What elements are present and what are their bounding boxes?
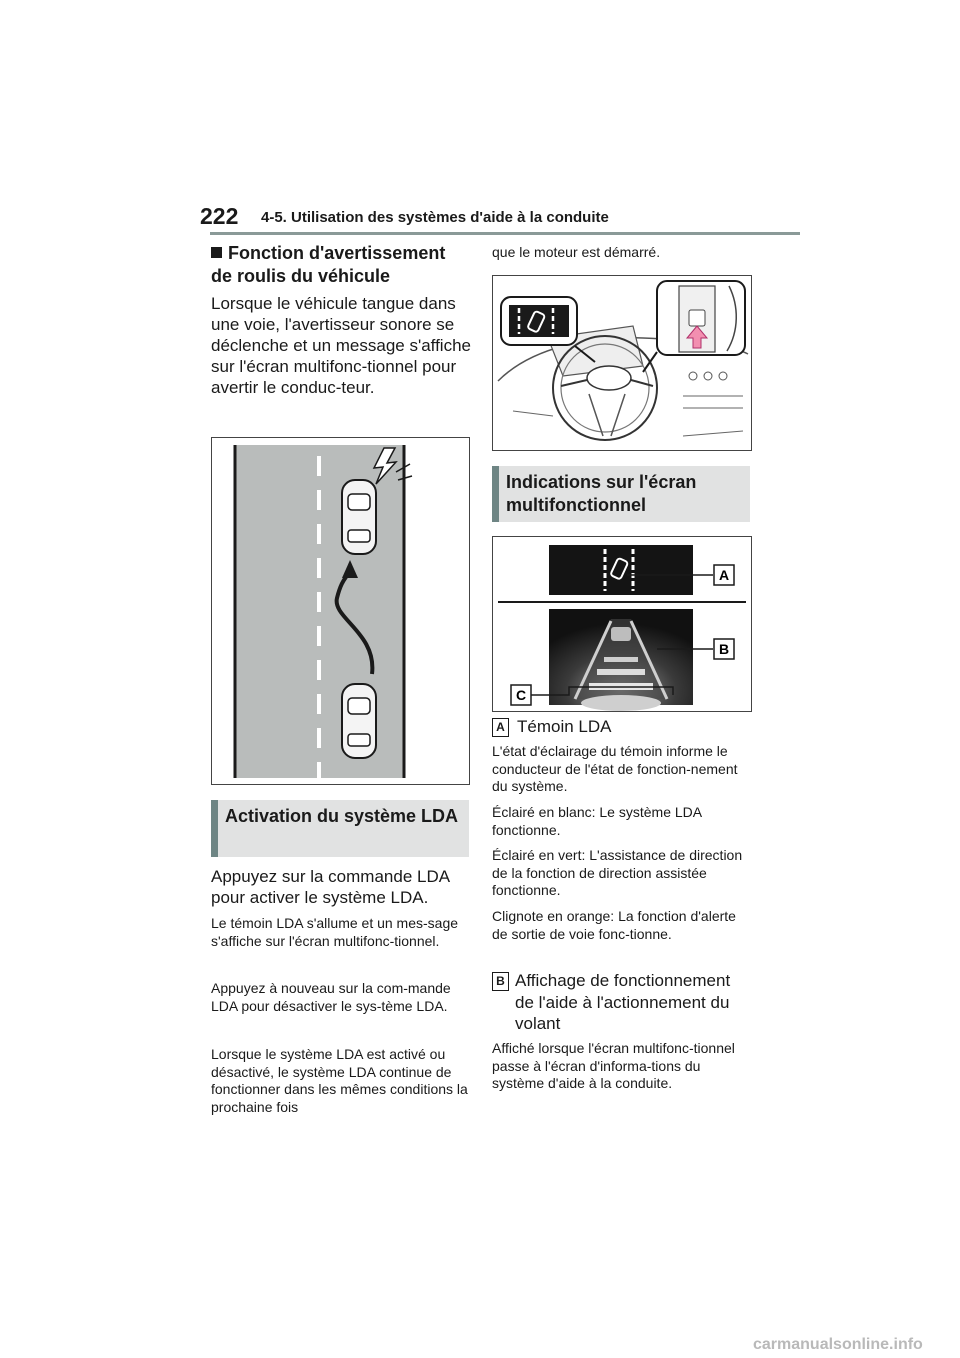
page-number: 222 — [200, 203, 239, 229]
header-divider — [210, 232, 800, 235]
callout-b: B — [718, 641, 730, 657]
activation-note-1: Le témoin LDA s'allume et un mes-sage s'affiche sur l'écran multifonc-tionnel. — [211, 915, 459, 949]
item-a-white: Éclairé en blanc: Le système LDA fonctionne. — [492, 804, 702, 838]
item-a-green: Éclairé en vert: L'assistance de direction de la fonction de direction assistée fonctionne. — [492, 847, 743, 898]
callout-c: C — [515, 687, 527, 703]
item-a-title: A Témoin LDA — [492, 717, 752, 737]
activation-note-2: Appuyez à nouveau sur la com-mande LDA pour désactiver le sys-tème LDA. — [211, 980, 451, 1014]
heading-indications: Indications sur l'écran multifonctionnel — [492, 466, 750, 522]
label-a-badge: A — [492, 718, 509, 737]
figure-lda-switch — [492, 275, 752, 451]
footer-watermark: carmanualsonline.info — [753, 1336, 923, 1353]
car-bottom-icon — [342, 684, 376, 758]
bullet-square-icon — [211, 247, 222, 258]
figure-multi-display — [492, 536, 752, 712]
section-title-sway: Fonction d'avertissement de roulis du véhicule — [211, 243, 446, 286]
activation-note-3: Lorsque le système LDA est activé ou désactivé, le système LDA continue de fonctionner dans les mêmes conditions la prochaine fois — [211, 1046, 468, 1115]
car-top-icon — [342, 480, 376, 554]
figure-vehicle-sway — [211, 437, 470, 785]
item-a-orange: Clignote en orange: La fonction d'alerte de sortie de voie fonc-tionne. — [492, 908, 736, 942]
heading-activation: Activation du système LDA — [211, 800, 469, 857]
item-a-desc: L'état d'éclairage du témoin informe le conducteur de l'état de fonction-nement du système. — [492, 743, 738, 794]
item-b-desc: Affiché lorsque l'écran multifonc-tionnel passe à l'écran d'informa-tions du système d'aide à la conduite. — [492, 1040, 735, 1091]
sway-description: Lorsque le véhicule tangue dans une voie, l'avertisseur sonore se déclenche et un message s'affiche sur l'écran multifonc-tionnel pour avertir le conduc-teur. — [211, 294, 471, 397]
label-b-badge: B — [492, 972, 509, 991]
activation-note-3-continued: que le moteur est démarré. — [492, 244, 661, 260]
callout-a: A — [718, 567, 730, 583]
activation-instruction: Appuyez sur la commande LDA pour activer le système LDA. — [211, 867, 450, 907]
chapter-title: 4-5. Utilisation des systèmes d'aide à la conduite — [261, 209, 609, 226]
